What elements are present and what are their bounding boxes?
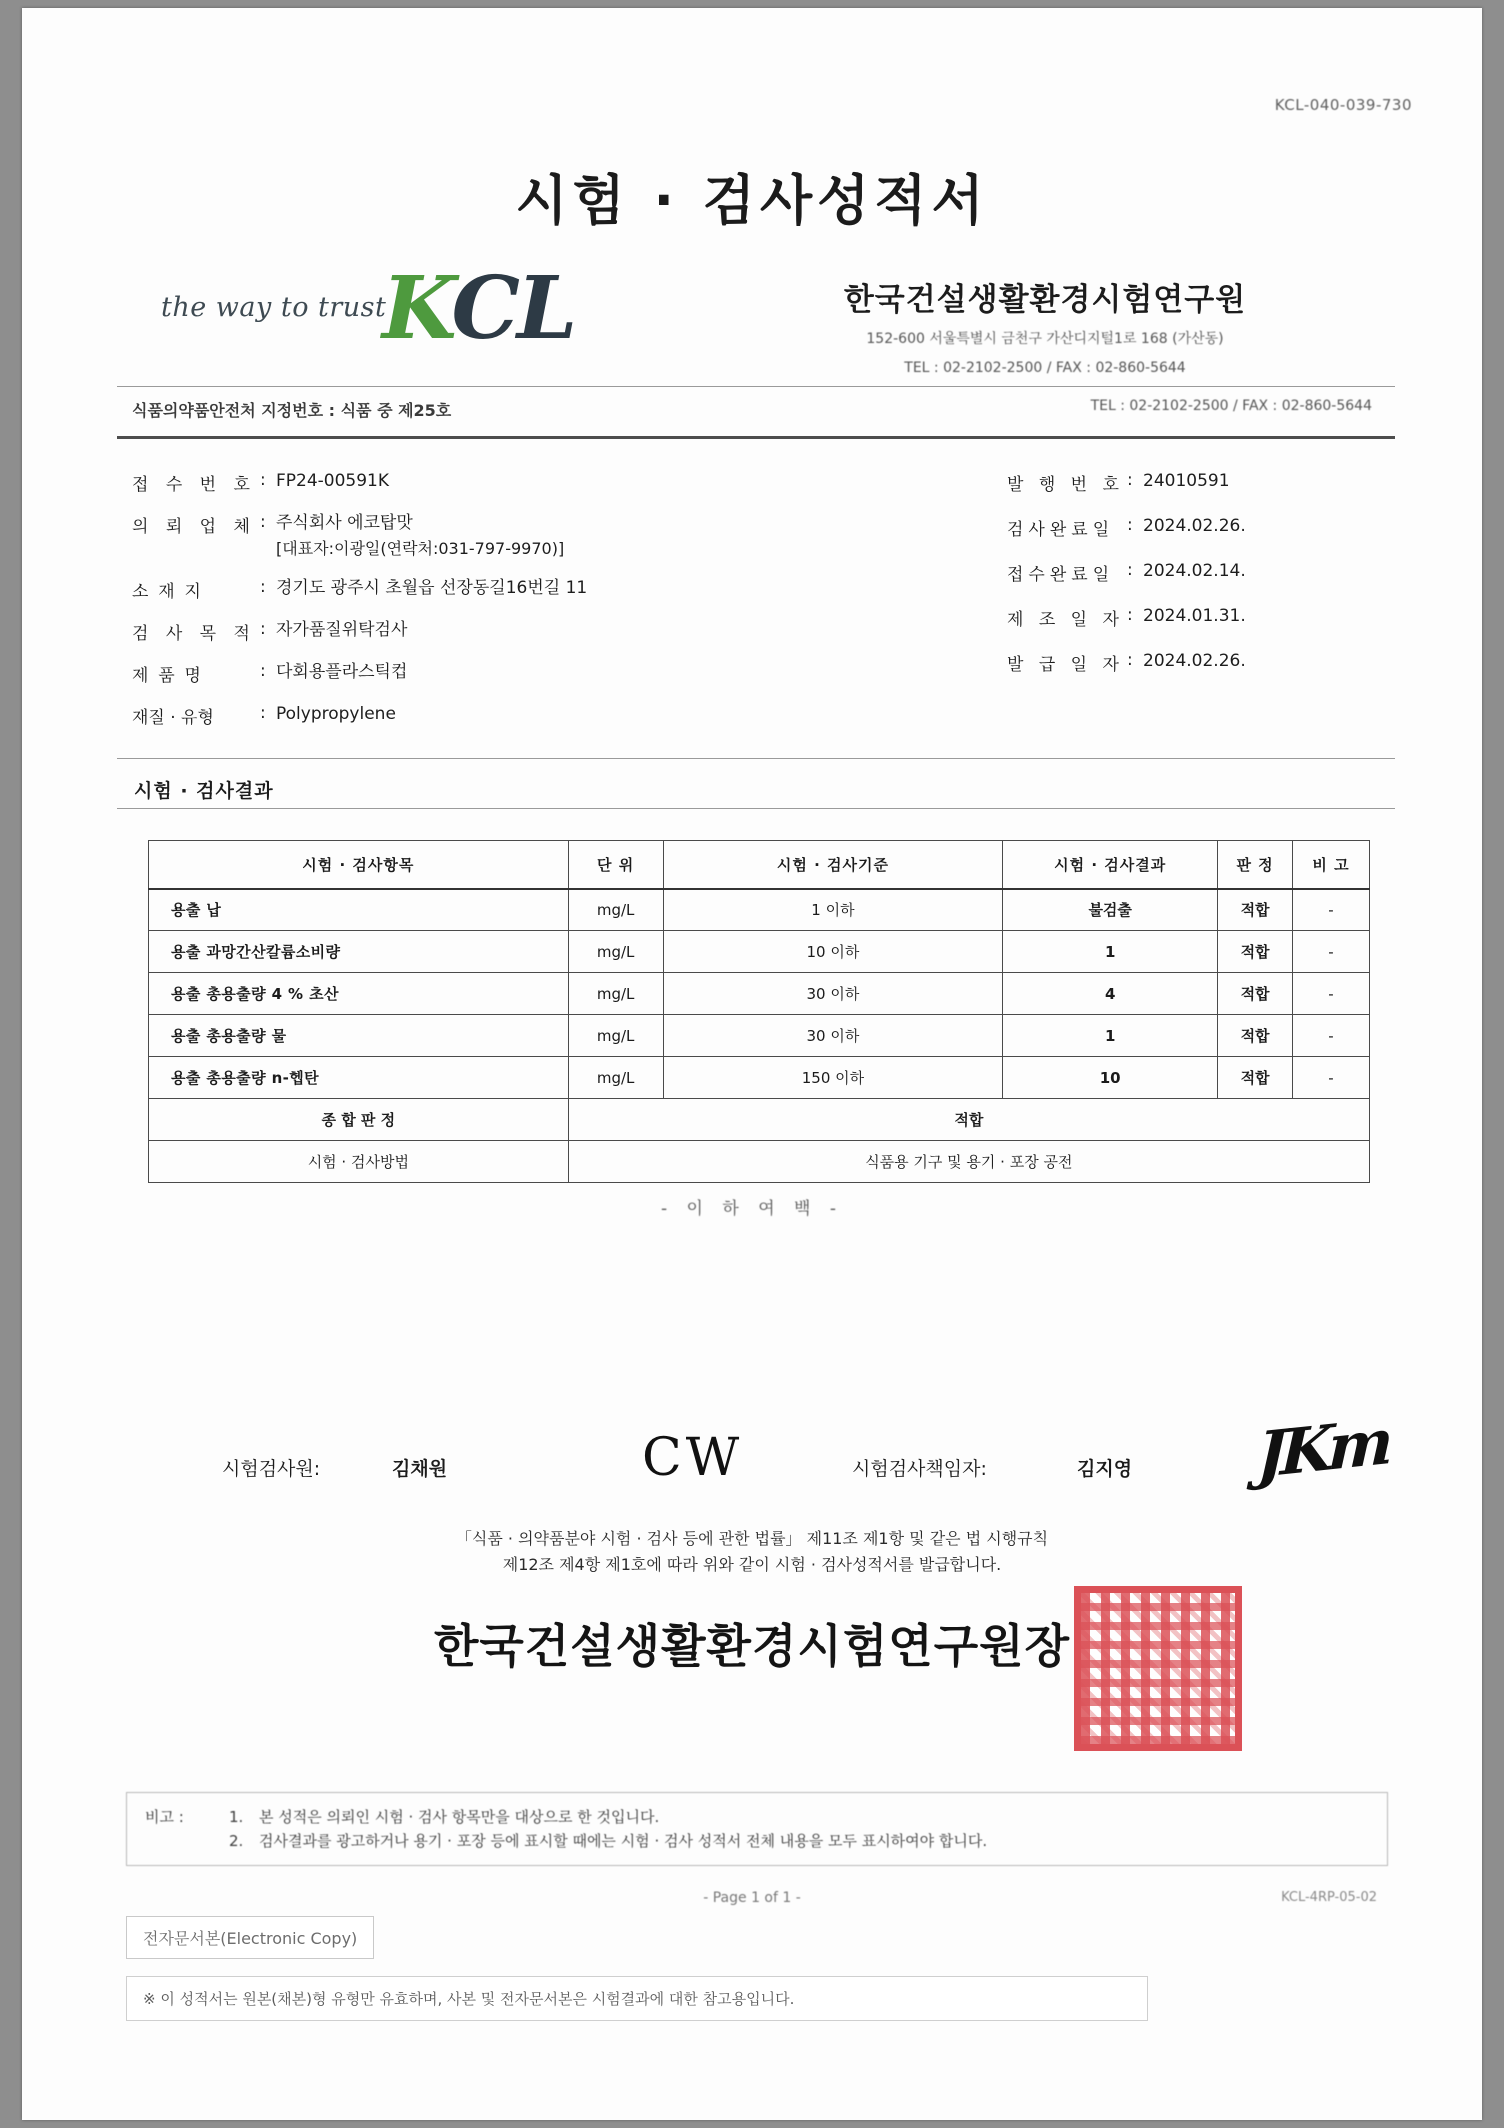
cell-standard: 30 이하: [663, 1015, 1003, 1057]
table-row: [149, 931, 1370, 973]
info-row-test-completed-date: [1007, 515, 1387, 540]
notes-number: 2.: [229, 1832, 244, 1850]
info-row-receipt-number: [132, 470, 772, 495]
certificate-page: [22, 8, 1482, 2120]
info-row-product: [132, 661, 772, 686]
info-colon: :: [1127, 515, 1133, 535]
organization-name: 한국건설생활환경시험연구원: [843, 282, 1247, 318]
client-representative: [대표자:이광일(연락처:031-797-9970)]: [276, 538, 565, 558]
info-value: 자가품질위탁검사: [276, 619, 408, 640]
method-label: 시험 · 검사방법: [149, 1141, 569, 1183]
signature-row: [22, 1404, 1482, 1520]
info-colon: :: [260, 512, 266, 532]
notes-item-1: [145, 1805, 1369, 1829]
header-band: [117, 258, 1395, 391]
method-row: [149, 1141, 1370, 1183]
info-label: 소 재 지: [132, 581, 204, 602]
info-colon: :: [260, 470, 266, 490]
manager-label: 시험검사책임자:: [852, 1458, 987, 1480]
inspector-label: 시험검사원:: [222, 1458, 321, 1480]
inspector-signature-mark: CW: [642, 1428, 744, 1488]
manager-signature-mark: JKm: [1256, 1404, 1389, 1493]
info-value: 2024.02.26.: [1143, 651, 1246, 671]
info-label: 제 조 일 자: [1007, 610, 1124, 630]
blank-space-marker: - 이 하 여 백 -: [661, 1199, 843, 1219]
info-colon: :: [1127, 605, 1133, 625]
manager-name: 김지영: [1077, 1458, 1133, 1480]
info-value: 경기도 광주시 초월읍 선장동길16번길 11: [276, 577, 588, 598]
logo-tagline: the way to trust: [161, 292, 387, 323]
issuer-title: 한국건설생활환경시험연구원장: [433, 1619, 1071, 1673]
header-unit: 단 위: [568, 841, 663, 889]
results-table: [148, 840, 1370, 1183]
info-label: 발 행 번 호: [1007, 475, 1124, 495]
table-row: [149, 973, 1370, 1015]
cell-judgement: 적합: [1218, 973, 1293, 1015]
table-row: [149, 889, 1370, 931]
notes-text: 본 성적은 의뢰인 시험 · 검사 항목만을 대상으로 한 것입니다.: [259, 1808, 660, 1826]
info-value: FP24-00591K: [276, 471, 390, 491]
cell-result: 10: [1003, 1057, 1218, 1099]
method-value: 식품용 기구 및 용기 · 포장 공전: [568, 1141, 1369, 1183]
cell-result: 4: [1003, 973, 1218, 1015]
info-row-issue-number: [1007, 470, 1387, 495]
header-result: 시험 · 검사결과: [1003, 841, 1218, 889]
cell-note: -: [1293, 931, 1370, 973]
header-divider-thin: [117, 386, 1395, 387]
info-value: [276, 512, 564, 560]
cell-standard: 150 이하: [663, 1057, 1003, 1099]
cell-standard: 30 이하: [663, 973, 1003, 1015]
cell-item: 용출 총용출량 물: [149, 1015, 569, 1057]
cell-item: 용출 총용출량 n-헵탄: [149, 1057, 569, 1099]
cell-judgement: 적합: [1218, 1057, 1293, 1099]
info-colon: :: [1127, 560, 1133, 580]
info-column-right: [1007, 470, 1387, 695]
cell-unit: mg/L: [568, 1057, 663, 1099]
seal-stamp-icon: [1074, 1586, 1242, 1751]
form-code: KCL-4RP-05-02: [1281, 1890, 1377, 1905]
info-row-issue-date: [1007, 650, 1387, 675]
header-judgement: 판 정: [1218, 841, 1293, 889]
cell-unit: mg/L: [568, 973, 663, 1015]
table-header-row: [149, 841, 1370, 889]
cell-standard: 1 이하: [663, 889, 1003, 931]
accreditation-contact: TEL : 02-2102-2500 / FAX : 02-860-5644: [1090, 398, 1372, 414]
cell-note: -: [1293, 973, 1370, 1015]
header-standard: 시험 · 검사기준: [663, 841, 1003, 889]
info-label: 재질 · 유형: [132, 707, 214, 728]
cell-result: 불검출: [1003, 889, 1218, 931]
info-colon: :: [260, 702, 266, 723]
organization-address: 152-600 서울특별시 금천구 가산디지털1로 168 (가산동): [866, 331, 1224, 347]
info-value: 2024.02.26.: [1143, 516, 1246, 536]
cell-result: 1: [1003, 931, 1218, 973]
logo-cl-letters: CL: [451, 258, 575, 359]
info-row-material: [132, 703, 772, 728]
info-label: 접 수 번 호: [132, 475, 256, 495]
info-column-left: [132, 470, 772, 745]
info-colon: :: [1127, 470, 1133, 490]
legal-statement-line2: 제12조 제4항 제1호에 따라 위와 같이 시험 · 검사성적서를 발급합니다.: [502, 1555, 1002, 1575]
info-row-manufacture-date: [1007, 605, 1387, 630]
cell-item: 용출 총용출량 4 % 초산: [149, 973, 569, 1015]
cell-unit: mg/L: [568, 889, 663, 931]
cell-note: -: [1293, 889, 1370, 931]
info-label: 의 뢰 업 체: [132, 517, 256, 537]
cell-judgement: 적합: [1218, 889, 1293, 931]
document-code: KCL-040-039-730: [1274, 96, 1412, 114]
header-note: 비 고: [1293, 841, 1370, 889]
cell-result: 1: [1003, 1015, 1218, 1057]
organization-contact: TEL : 02-2102-2500 / FAX : 02-860-5644: [904, 360, 1186, 376]
electronic-copy-badge: 전자문서본(Electronic Copy): [126, 1916, 374, 1959]
results-table-body: [149, 889, 1370, 1183]
notes-item-2: [145, 1829, 1369, 1853]
info-colon: :: [260, 618, 266, 639]
info-label: 검사완료일: [1007, 520, 1115, 540]
cell-unit: mg/L: [568, 931, 663, 973]
results-divider-bottom: [117, 808, 1395, 809]
table-row: [149, 1057, 1370, 1099]
electronic-copy-note: ※ 이 성적서는 원본(채본)형 유형만 유효하며, 사본 및 전자문서본은 시험결과에 대한 참고용입니다.: [126, 1976, 1148, 2021]
info-label: 제 품 명: [132, 665, 204, 686]
info-row-client: [132, 512, 772, 560]
page-title: 시험 · 검사성적서: [515, 169, 989, 232]
cell-item: 용출 과망간산칼륨소비량: [149, 931, 569, 973]
results-table-head: [149, 841, 1370, 889]
info-row-received-date: [1007, 560, 1387, 585]
info-value: 다회용플라스틱컵: [276, 661, 408, 682]
overall-judgement-row: [149, 1099, 1370, 1141]
kcl-logo: [137, 258, 575, 386]
cell-note: -: [1293, 1057, 1370, 1099]
notes-text: 검사결과를 광고하거나 용기 · 포장 등에 표시할 때에는 시험 · 검사 성적서 전체 내용을 모두 표시하여야 합니다.: [259, 1832, 988, 1850]
info-label: 접수완료일: [1007, 565, 1115, 585]
notes-box: [126, 1792, 1388, 1866]
results-divider-top: [117, 758, 1395, 759]
results-section-heading: 시험 · 검사결과: [134, 780, 274, 802]
legal-statement-line1: 「식품 · 의약품분야 시험 · 검사 등에 관한 법률」 제11조 제1항 및 같은 법 시행규칙: [455, 1529, 1049, 1548]
overall-value: 적합: [568, 1099, 1369, 1141]
cell-item: 용출 납: [149, 889, 569, 931]
info-value: 2024.02.14.: [1143, 561, 1246, 581]
info-row-address: [132, 577, 772, 602]
logo-mark: [382, 258, 574, 359]
cell-note: -: [1293, 1015, 1370, 1057]
notes-key: 비고 :: [145, 1808, 184, 1826]
info-colon: :: [260, 660, 266, 681]
info-colon: :: [1127, 650, 1133, 670]
info-value: Polypropylene: [276, 703, 396, 724]
organization-block: [695, 274, 1395, 376]
client-name: 주식회사 에코탑맛: [276, 513, 413, 533]
info-label: 발 급 일 자: [1007, 655, 1124, 675]
overall-label: 종 합 판 정: [149, 1099, 569, 1141]
inspector-name: 김채원: [392, 1458, 448, 1480]
info-colon: :: [260, 576, 266, 597]
legal-statement: [22, 1526, 1482, 1579]
info-value: 24010591: [1143, 471, 1230, 491]
info-row-purpose: [132, 619, 772, 644]
cell-standard: 10 이하: [663, 931, 1003, 973]
cell-judgement: 적합: [1218, 931, 1293, 973]
cell-unit: mg/L: [568, 1015, 663, 1057]
logo-k-letter: K: [382, 258, 452, 359]
info-value: 2024.01.31.: [1143, 606, 1246, 626]
accreditation-number: 식품의약품안전처 지정번호 : 식품 중 제25호: [132, 401, 452, 420]
page-number: - Page 1 of 1 -: [703, 1890, 801, 1906]
header-divider-thick: [117, 436, 1395, 439]
notes-number: 1.: [229, 1808, 244, 1826]
table-row: [149, 1015, 1370, 1057]
header-item: 시험 · 검사항목: [149, 841, 569, 889]
info-label: 검 사 목 적: [132, 623, 256, 644]
cell-judgement: 적합: [1218, 1015, 1293, 1057]
